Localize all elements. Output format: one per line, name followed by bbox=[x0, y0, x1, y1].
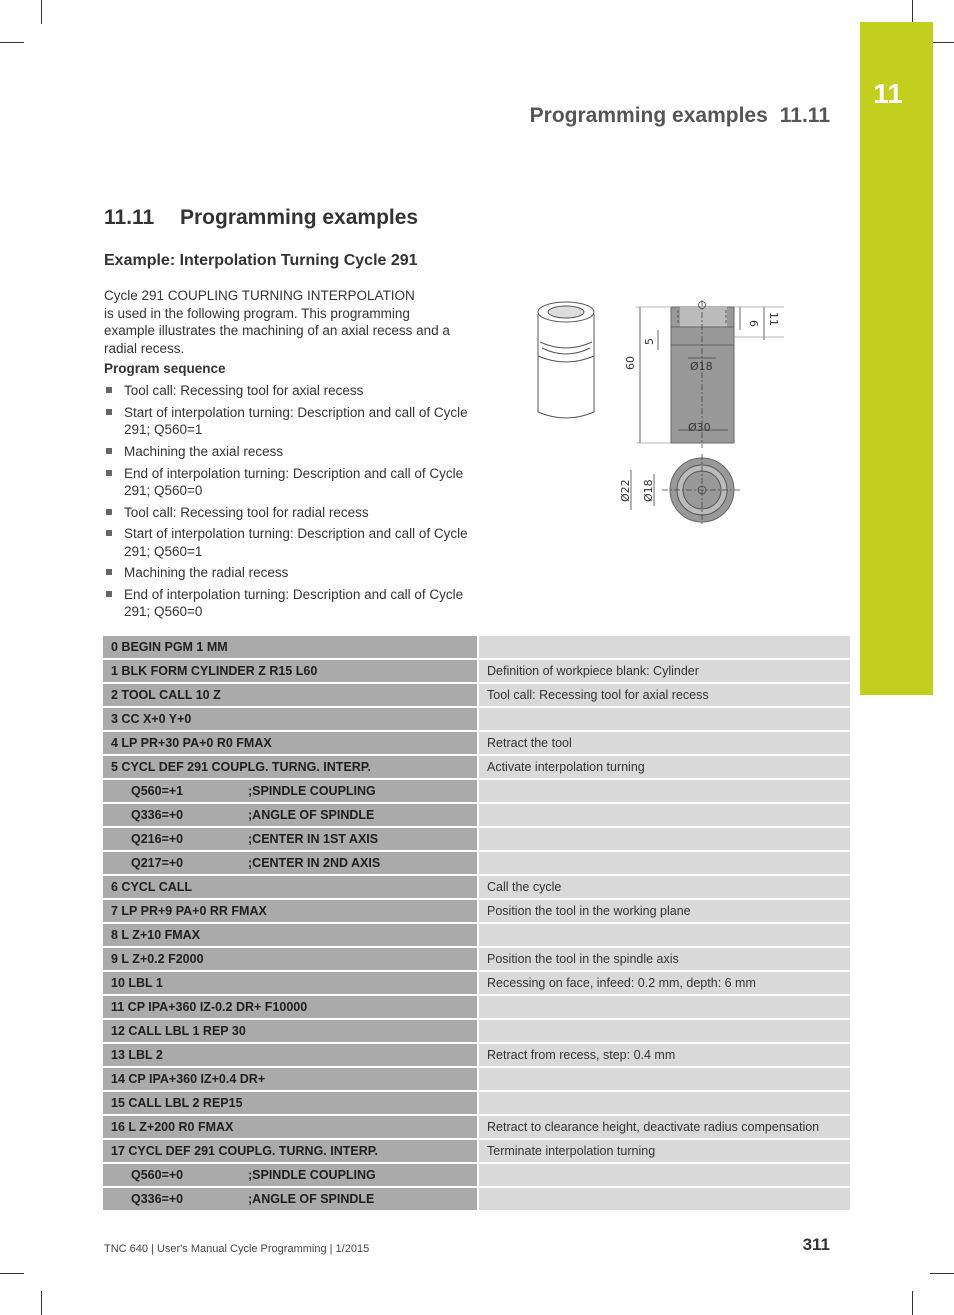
program-comment-cell: Retract the tool bbox=[478, 731, 850, 755]
dim-d22: Ø22 bbox=[619, 479, 632, 502]
program-code-cell: 0 BEGIN PGM 1 MM bbox=[103, 636, 478, 659]
program-comment-cell bbox=[478, 1187, 850, 1211]
list-item: Start of interpolation turning: Description and call of Cycle 291; Q560=1 bbox=[104, 404, 484, 438]
list-item: Tool call: Recessing tool for axial recess bbox=[104, 382, 484, 399]
program-comment-cell bbox=[478, 707, 850, 731]
list-item: End of interpolation turning: Description and call of Cycle 291; Q560=0 bbox=[104, 586, 484, 620]
side-view bbox=[624, 300, 784, 448]
program-comment-cell: Retract to clearance height, deactivate radius compensation bbox=[478, 1115, 850, 1139]
table-row bbox=[103, 995, 850, 1019]
program-param-cell bbox=[103, 1187, 478, 1211]
table-row bbox=[103, 659, 850, 683]
dim-h11: 11 bbox=[767, 312, 780, 326]
program-code-cell: 14 CP IPA+360 IZ+0.4 DR+ bbox=[103, 1067, 478, 1091]
program-code-cell: 2 TOOL CALL 10 Z bbox=[103, 683, 478, 707]
table-row bbox=[103, 1091, 850, 1115]
table-row bbox=[103, 1139, 850, 1163]
table-row bbox=[103, 899, 850, 923]
section-heading bbox=[104, 206, 418, 230]
param-comment: ;SPINDLE COUPLING bbox=[248, 784, 376, 798]
sequence-title: Program sequence bbox=[104, 361, 226, 376]
program-comment-cell bbox=[478, 1091, 850, 1115]
section-title: Programming examples bbox=[180, 206, 419, 229]
table-row bbox=[103, 1019, 850, 1043]
crop-mark bbox=[930, 1273, 954, 1274]
program-comment-cell bbox=[478, 1163, 850, 1187]
program-code-cell: 6 CYCL CALL bbox=[103, 875, 478, 899]
table-row bbox=[103, 875, 850, 899]
program-comment-cell bbox=[478, 995, 850, 1019]
table-row bbox=[103, 779, 850, 803]
list-item: Machining the axial recess bbox=[104, 443, 484, 460]
program-code-cell: 5 CYCL DEF 291 COUPLG. TURNG. INTERP. bbox=[103, 755, 478, 779]
param-name: Q560=+1 bbox=[131, 784, 184, 798]
page-number: 311 bbox=[802, 1235, 830, 1254]
program-comment-cell bbox=[478, 636, 850, 659]
param-comment: ;CENTER IN 2ND AXIS bbox=[248, 856, 381, 870]
table-row bbox=[103, 683, 850, 707]
crop-mark bbox=[41, 1291, 42, 1315]
running-head-title: Programming examples bbox=[529, 104, 768, 127]
top-view bbox=[619, 454, 742, 526]
dim-d18-side: Ø18 bbox=[642, 479, 655, 502]
table-row bbox=[103, 947, 850, 971]
program-param-cell bbox=[103, 851, 478, 875]
program-comment-cell: Tool call: Recessing tool for axial recess bbox=[478, 683, 850, 707]
dim-h60: 60 bbox=[624, 356, 637, 370]
dim-h6: 6 bbox=[747, 320, 760, 327]
program-comment-cell: Position the tool in the working plane bbox=[478, 899, 850, 923]
program-code-cell: 8 L Z+10 FMAX bbox=[103, 923, 478, 947]
program-code-cell: 10 LBL 1 bbox=[103, 971, 478, 995]
crop-mark bbox=[0, 42, 24, 43]
program-comment-cell bbox=[478, 827, 850, 851]
param-name: Q216=+0 bbox=[131, 832, 184, 846]
running-head bbox=[440, 104, 830, 128]
program-comment-cell: Position the tool in the spindle axis bbox=[478, 947, 850, 971]
crop-mark bbox=[930, 42, 954, 43]
table-row bbox=[103, 1115, 850, 1139]
program-table bbox=[103, 636, 850, 1212]
param-name: Q560=+0 bbox=[131, 1168, 184, 1182]
table-row bbox=[103, 731, 850, 755]
program-comment-cell bbox=[478, 1067, 850, 1091]
table-row bbox=[103, 1187, 850, 1211]
sequence-list bbox=[104, 382, 484, 625]
table-row bbox=[103, 851, 850, 875]
chapter-tab bbox=[860, 22, 933, 695]
program-comment-cell: Recessing on face, infeed: 0.2 mm, depth: 6 mm bbox=[478, 971, 850, 995]
crop-mark bbox=[41, 0, 42, 24]
list-item: Start of interpolation turning: Description and call of Cycle 291; Q560=1 bbox=[104, 525, 484, 559]
program-param-cell bbox=[103, 803, 478, 827]
list-item: Tool call: Recessing tool for radial recess bbox=[104, 504, 484, 521]
program-comment-cell bbox=[478, 803, 850, 827]
param-comment: ;ANGLE OF SPINDLE bbox=[248, 808, 375, 822]
intro-line: Cycle 291 COUPLING TURNING INTERPOLATION bbox=[104, 288, 415, 303]
dim-d30: Ø30 bbox=[688, 421, 711, 434]
table-row bbox=[103, 755, 850, 779]
workpiece-drawing bbox=[528, 290, 798, 530]
chapter-number: 11 bbox=[873, 78, 903, 109]
program-code-cell: 17 CYCL DEF 291 COUPLG. TURNG. INTERP. bbox=[103, 1139, 478, 1163]
intro-line: is used in the following program. This programming bbox=[104, 305, 410, 321]
list-item: End of interpolation turning: Description and call of Cycle 291; Q560=0 bbox=[104, 465, 484, 499]
section-number: 11.11 bbox=[104, 206, 155, 229]
program-code-cell: 4 LP PR+30 PA+0 R0 FMAX bbox=[103, 731, 478, 755]
program-comment-cell: Call the cycle bbox=[478, 875, 850, 899]
subsection-heading: Example: Interpolation Turning Cycle 291 bbox=[104, 252, 418, 269]
table-row bbox=[103, 707, 850, 731]
program-code-cell: 15 CALL LBL 2 REP15 bbox=[103, 1091, 478, 1115]
program-param-cell bbox=[103, 779, 478, 803]
program-param-cell bbox=[103, 827, 478, 851]
program-code-cell: 16 L Z+200 R0 FMAX bbox=[103, 1115, 478, 1139]
program-code-cell: 11 CP IPA+360 IZ-0.2 DR+ F10000 bbox=[103, 995, 478, 1019]
program-param-cell bbox=[103, 1163, 478, 1187]
crop-mark bbox=[0, 1273, 24, 1274]
param-name: Q217=+0 bbox=[131, 856, 184, 870]
program-comment-cell: Definition of workpiece blank: Cylinder bbox=[478, 659, 850, 683]
param-name: Q336=+0 bbox=[131, 808, 184, 822]
table-row bbox=[103, 803, 850, 827]
table-row bbox=[103, 1043, 850, 1067]
program-code-cell: 9 L Z+0.2 F2000 bbox=[103, 947, 478, 971]
program-comment-cell bbox=[478, 1019, 850, 1043]
program-code-cell: 12 CALL LBL 1 REP 30 bbox=[103, 1019, 478, 1043]
crop-mark bbox=[912, 1291, 913, 1315]
dim-h5: 5 bbox=[643, 338, 656, 345]
program-comment-cell: Retract from recess, step: 0.4 mm bbox=[478, 1043, 850, 1067]
table-row bbox=[103, 1163, 850, 1187]
program-code-cell: 7 LP PR+9 PA+0 RR FMAX bbox=[103, 899, 478, 923]
list-item: Machining the radial recess bbox=[104, 564, 484, 581]
program-comment-cell: Terminate interpolation turning bbox=[478, 1139, 850, 1163]
crop-mark bbox=[912, 0, 913, 24]
dim-d18-top: Ø18 bbox=[690, 360, 713, 373]
table-row bbox=[103, 923, 850, 947]
program-code-cell: 3 CC X+0 Y+0 bbox=[103, 707, 478, 731]
table-row bbox=[103, 971, 850, 995]
running-head-number: 11.11 bbox=[779, 104, 830, 127]
program-code-cell: 1 BLK FORM CYLINDER Z R15 L60 bbox=[103, 659, 478, 683]
param-name: Q336=+0 bbox=[131, 1192, 184, 1206]
param-comment: ;SPINDLE COUPLING bbox=[248, 1168, 376, 1182]
program-comment-cell: Activate interpolation turning bbox=[478, 755, 850, 779]
cylinder-3d-view bbox=[538, 302, 594, 418]
param-comment: ;ANGLE OF SPINDLE bbox=[248, 1192, 375, 1206]
program-comment-cell bbox=[478, 779, 850, 803]
program-code-cell: 13 LBL 2 bbox=[103, 1043, 478, 1067]
intro-paragraph bbox=[104, 287, 484, 357]
intro-line: example illustrates the machining of an axial recess and a bbox=[104, 323, 450, 338]
table-row bbox=[103, 827, 850, 851]
program-comment-cell bbox=[478, 923, 850, 947]
table-row bbox=[103, 1067, 850, 1091]
intro-line: radial recess. bbox=[104, 340, 185, 356]
footer-text: TNC 640 | User's Manual Cycle Programming | 1/2015 bbox=[104, 1243, 370, 1255]
table-row bbox=[103, 636, 850, 659]
program-comment-cell bbox=[478, 851, 850, 875]
param-comment: ;CENTER IN 1ST AXIS bbox=[248, 832, 379, 846]
